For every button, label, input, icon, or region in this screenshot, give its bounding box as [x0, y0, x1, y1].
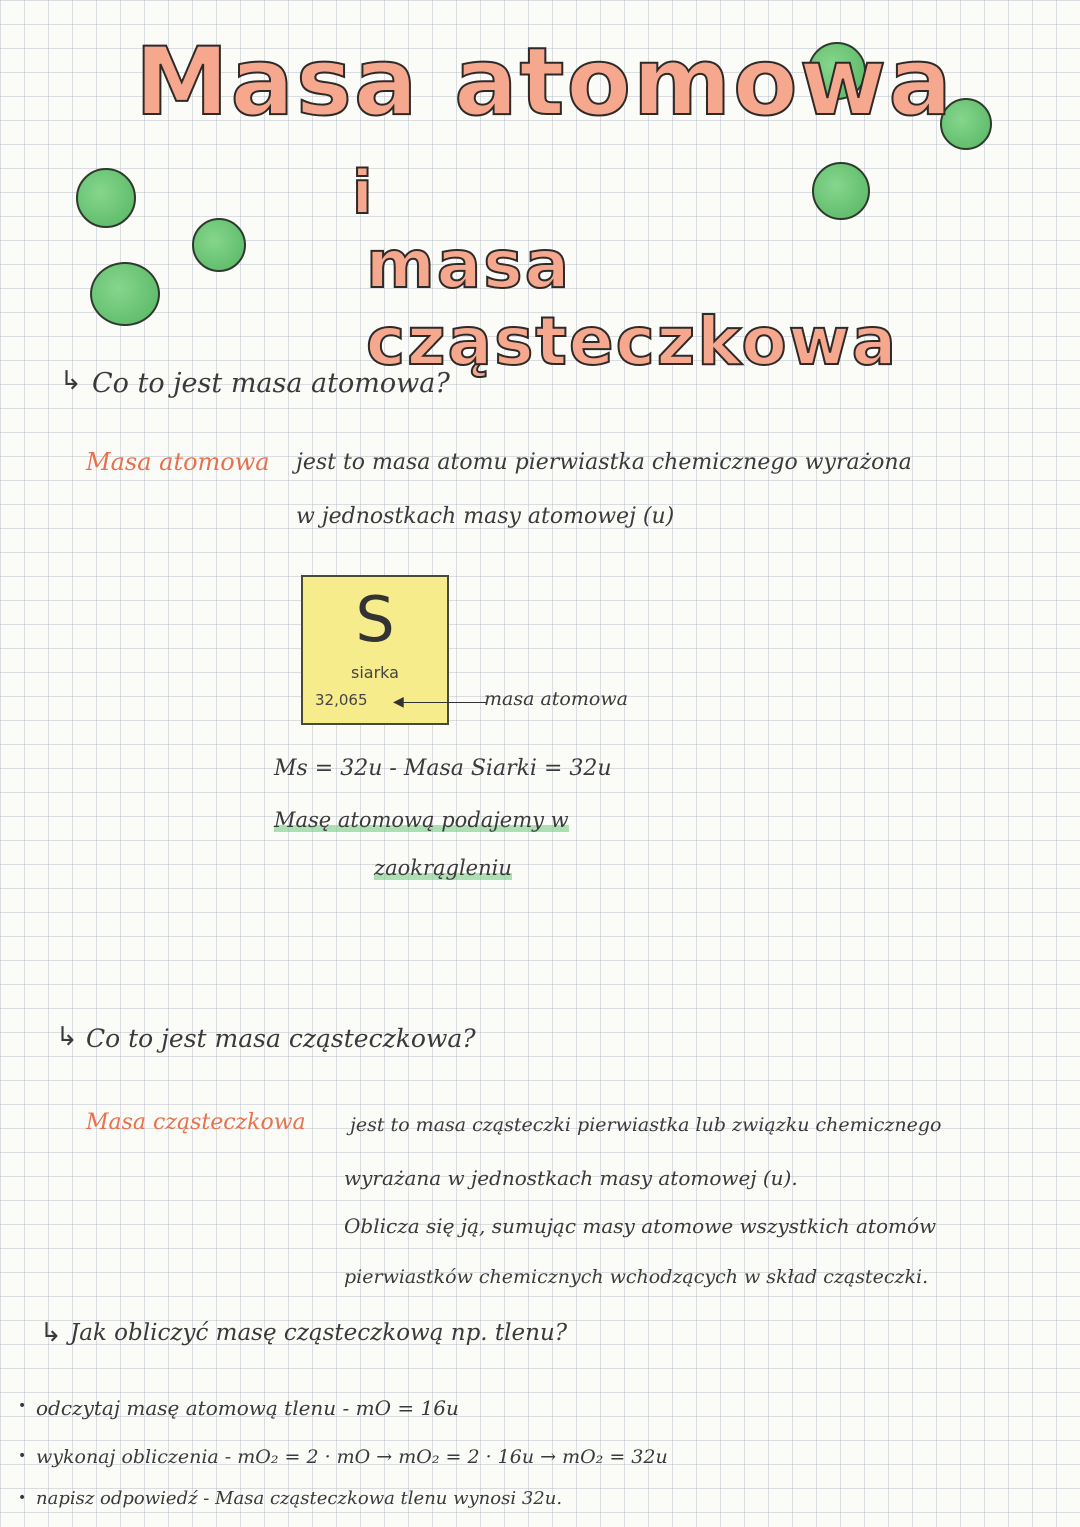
arrow-icon: ↳ [40, 1318, 62, 1348]
page-title-line2: i [352, 158, 375, 228]
step-read-atomic-mass: odczytaj masę atomową tlenu - mO = 16u [36, 1396, 459, 1420]
step-answer: napisz odpowiedź - Masa cząsteczkowa tlenu wynosi 32u. [36, 1488, 563, 1509]
term-atomic-mass: Masa atomowa [86, 448, 270, 476]
arrow-icon: ↳ [60, 366, 82, 396]
definition-molecular-mass-line2: wyrażana w jednostkach masy atomowej (u). [344, 1166, 798, 1190]
page-title-line3: masa cząsteczkowa [366, 226, 899, 380]
pointer-label: masa atomowa [484, 688, 628, 710]
definition-molecular-mass-line3: Oblicza się ją, sumując masy atomowe wszystkich atomów [344, 1214, 937, 1238]
question-molecular-mass: Co to jest masa cząsteczkowa? [86, 1024, 476, 1053]
decorative-atom-dot [76, 168, 136, 228]
equation-sulfur-mass: Ms = 32u - Masa Siarki = 32u [274, 756, 612, 781]
pointer-arrowhead-icon: ◀ [393, 694, 404, 710]
decorative-atom-dot [192, 218, 246, 272]
question-atomic-mass: Co to jest masa atomowa? [92, 368, 450, 399]
note-rounding-line2: zaokrągleniu [374, 856, 512, 880]
step-bullet-icon: • [18, 1490, 27, 1506]
arrow-icon: ↳ [56, 1022, 78, 1052]
definition-molecular-mass-line1: jest to masa cząsteczki pierwiastka lub związku chemicznego [350, 1114, 942, 1136]
element-mass: 32,065 [315, 691, 368, 709]
page-title-line1: Masa atomowa [135, 28, 954, 137]
definition-atomic-mass-line2: w jednostkach masy atomowej (u) [296, 504, 675, 529]
definition-atomic-mass-line1: jest to masa atomu pierwiastka chemicznego wyrażona [296, 450, 912, 475]
decorative-atom-dot [812, 162, 870, 220]
term-molecular-mass: Masa cząsteczkowa [86, 1110, 306, 1135]
step-bullet-icon: • [18, 1398, 27, 1414]
element-symbol: S [355, 583, 395, 656]
question-calculation: Jak obliczyć masę cząsteczkową np. tlenu? [70, 1320, 568, 1346]
note-rounding-line1: Masę atomową podajemy w [274, 808, 569, 832]
pointer-line [398, 702, 486, 703]
element-name: siarka [351, 663, 399, 682]
definition-molecular-mass-line4: pierwiastków chemicznych wchodzących w skład cząsteczki. [344, 1266, 929, 1288]
step-bullet-icon: • [18, 1448, 27, 1464]
decorative-atom-dot [90, 262, 160, 326]
step-calculate: wykonaj obliczenia - mO₂ = 2 · mO → mO₂ = 2 · 16u → mO₂ = 32u [36, 1446, 668, 1468]
